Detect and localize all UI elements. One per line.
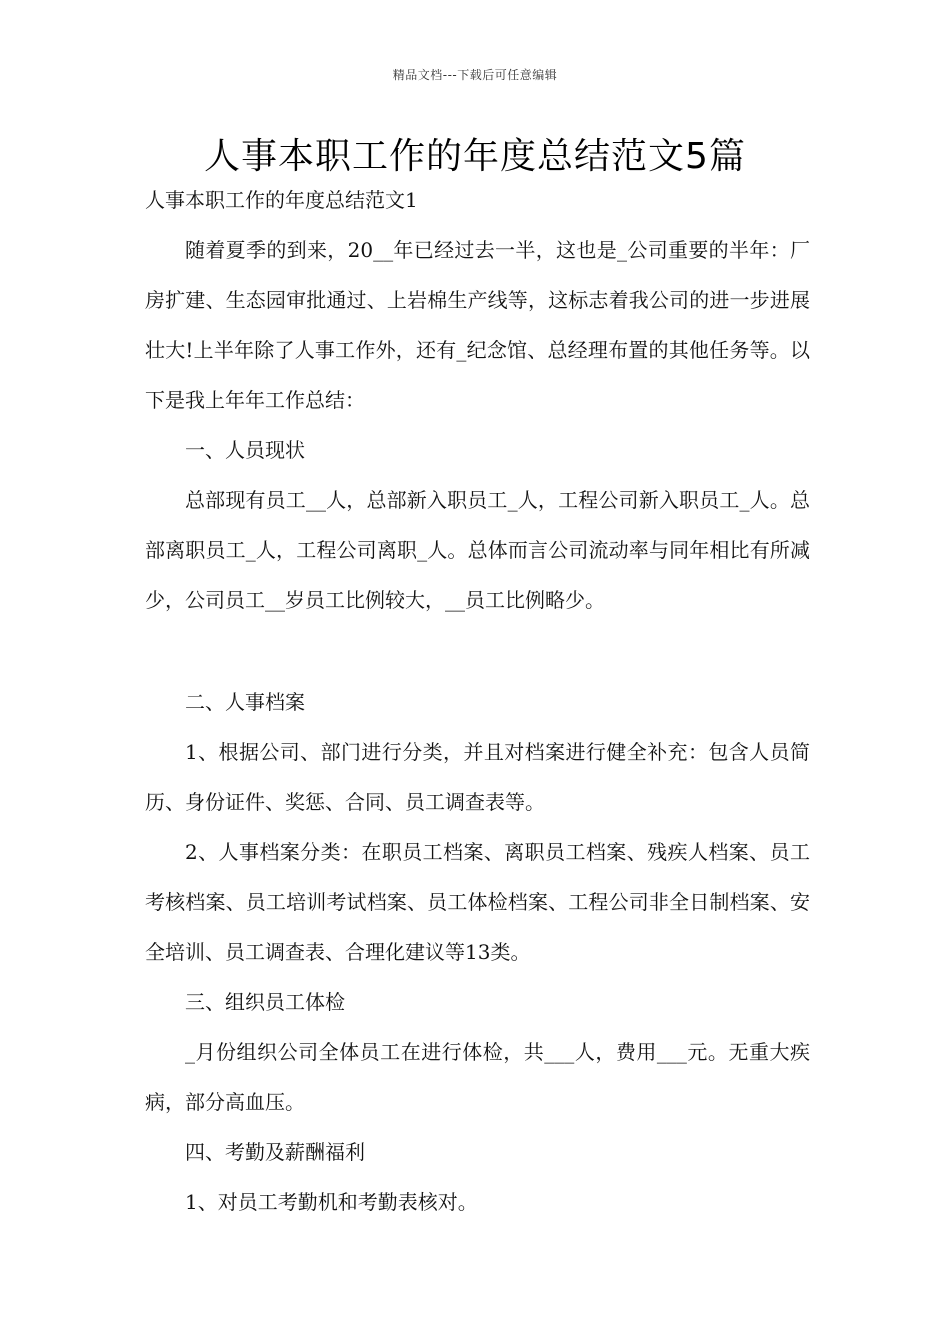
section-heading-medical-checkup: 三、组织员工体检 (185, 990, 345, 1014)
personnel-files-paragraph-2: 2、人事档案分类：在职员工档案、离职员工档案、残疾人档案、员工考核档案、员工培训考试档案、员工体检档案、工程公司非全日制档案、安全培训、员工调查表、合理化建议等13类。 (145, 840, 810, 964)
personnel-files-paragraph-1: 1、根据公司、部门进行分类，并且对档案进行健全补充：包含人员简历、身份证件、奖惩、合同、员工调查表等。 (145, 740, 810, 814)
blank-spacer (145, 625, 810, 677)
subtitle: 人事本职工作的年度总结范文1 (145, 188, 418, 212)
section-heading-attendance-payroll: 四、考勤及薪酬福利 (185, 1140, 365, 1164)
section-heading-personnel-files: 二、人事档案 (185, 690, 305, 714)
medical-checkup-paragraph: _月份组织公司全体员工在进行体检，共___人，费用___元。无重大疾病，部分高血压。 (145, 1040, 810, 1114)
attendance-paragraph: 1、对员工考勤机和考勤表核对。 (185, 1190, 478, 1214)
intro-paragraph: 随着夏季的到来，20__年已经过去一半，这也是_公司重要的半年：厂房扩建、生态园审批通过、上岩棉生产线等，这标志着我公司的进一步进展壮大!上半年除了人事工作外，还有_纪念馆、总经理布置的其他任务等。以下是我上年年工作总结： (145, 238, 810, 412)
page-header-note: 精品文档---下载后可任意编辑 (392, 68, 558, 82)
document-body (145, 180, 810, 1227)
document-title: 人事本职工作的年度总结范文5篇 (204, 136, 746, 177)
section-heading-staff-status: 一、人员现状 (185, 438, 305, 462)
staff-status-paragraph: 总部现有员工__人，总部新入职员工_人，工程公司新入职员工_人。总部离职员工_人，工程公司离职_人。总体而言公司流动率与同年相比有所减少，公司员工__岁员工比例较大，__员工比例略少。 (145, 488, 810, 612)
